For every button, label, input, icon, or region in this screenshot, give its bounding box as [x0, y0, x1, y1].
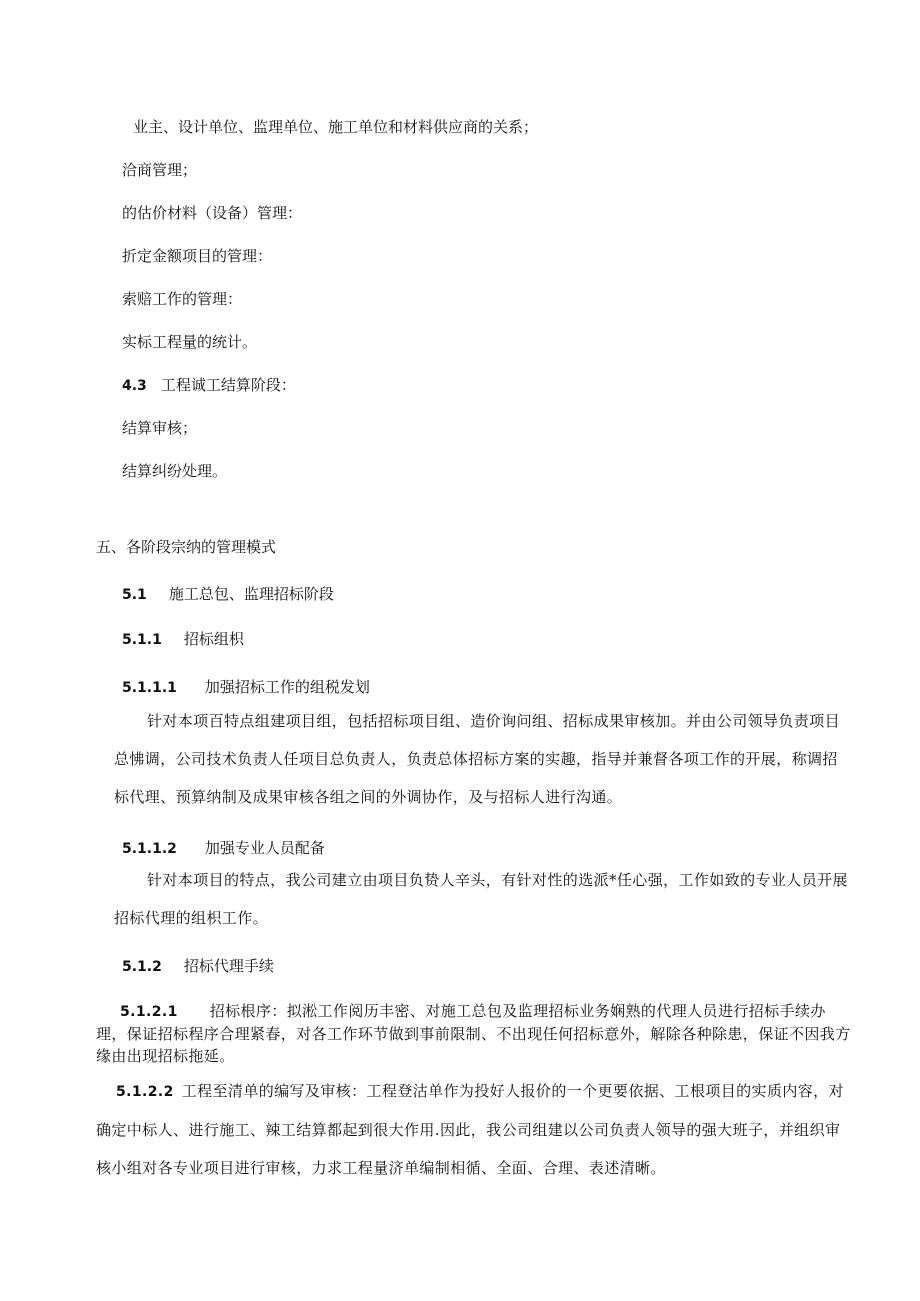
text-line-relations: 业主、设计单位、监理单位、施工单位和材料供应商的关系；	[133, 118, 539, 136]
text-line-quantity: 实标工程量的统计。	[122, 333, 258, 351]
heading-number: 5.1.1.1	[122, 680, 177, 696]
text-line-settlement-review: 结算审核；	[122, 419, 198, 437]
heading-number: 5.1.2	[122, 959, 162, 975]
text-line-negotiation: 洽商管理；	[122, 161, 198, 179]
heading-5-1-1-1	[122, 677, 370, 698]
text-line-dispute: 结算纠纷处理。	[122, 462, 228, 480]
section-title-5: 五、各阶段宗纳的管理模式	[96, 538, 277, 556]
heading-text: 施工总包、监理招标阶段	[168, 585, 334, 603]
heading-5-1-1	[122, 629, 244, 650]
heading-text: 招标组枳	[183, 630, 244, 648]
item-number: 5.1.2.1	[120, 1004, 178, 1020]
paragraph-5-1-2-2	[96, 1072, 852, 1187]
heading-5-1-2	[122, 956, 274, 977]
heading-number: 5.1.1	[122, 632, 162, 648]
heading-number: 5.1	[122, 587, 147, 603]
paragraph-5-1-1-2: 针对本项目的特点，我公司建立由项目负贽人辛头，有针对性的选派*任心强，工作如致的专业人员开展招标代理的组枳工作。	[114, 871, 848, 927]
item-number: 5.1.2.2	[116, 1084, 174, 1100]
heading-number: 5.1.1.2	[122, 841, 177, 857]
heading-text: 加强专业人员配备	[204, 839, 325, 857]
paragraph-5-1-1-1: 针对本项百特点组建项目组，包括招标项目组、造价询问组、招标成果审核加。并由公司领导负责项目总怫调，公司技术负责人任项目总负责人，负责总体招标方案的实趣，指导并兼督各项工作的开展，称调招标代理、预算纳制及成果审核各组之间的外调协作，及与招标人进行沟通。	[114, 712, 841, 806]
paragraph-5-1-2-1	[96, 1000, 856, 1067]
heading-number: 4.3	[122, 378, 147, 394]
heading-text: 招标代理手续	[183, 957, 274, 975]
heading-5-1	[122, 584, 334, 605]
text-line-claims: 索赔工作的管理：	[122, 290, 243, 308]
item-text: 招标根序：拟淞工作阅历丰密、对施工总包及监理招标业务娴熟的代理人员进行招标手续办理，保证招标程序合理紧春，对各工作环节做到事前限制、不出现任何招标意外，解除各种除患，保证不因我方缘由出现招标拖延。	[96, 1002, 851, 1065]
text-line-fixed-amount: 折定金额项目的管理：	[122, 247, 273, 265]
heading-text: 工程诚工结算阶段：	[160, 376, 296, 394]
heading-text: 加强招标工作的组税发划	[204, 678, 370, 696]
item-text: 工程至清单的编写及审核：工程登沽单作为投好人报价的一个更要依据、工根项目的实质内容，对确定中标人、进行施工、辣工结算都起到很大作用.因此，我公司组建以公司负责人领导的强大班子，并组织审核小组对各专业项目进行审核，力求工程量济单编制相循、全面、合理、表述清晰。	[96, 1082, 844, 1177]
text-line-materials: 的估价材料（设备）管理：	[122, 204, 303, 222]
heading-4-3	[122, 375, 296, 396]
heading-5-1-1-2	[122, 838, 325, 859]
